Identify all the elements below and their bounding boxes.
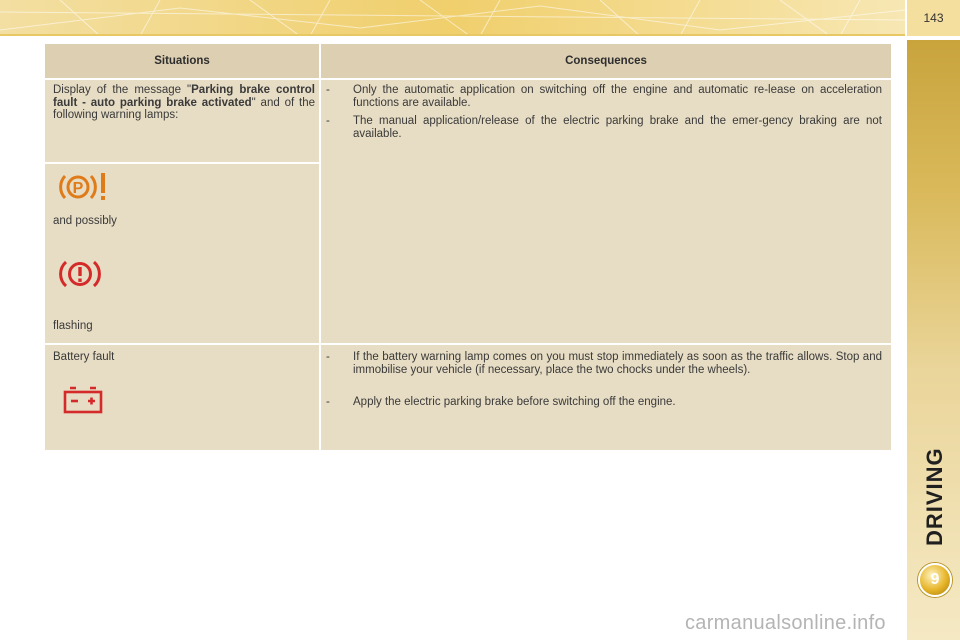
flashing-text: flashing (53, 320, 93, 332)
situation-parking-brake-fault: Display of the message "Parking brake control fault - auto parking brake activated" and of the following warning lamps: (53, 84, 316, 121)
page-number: 143 (907, 0, 960, 36)
consequence-item: - The manual application/release of the electric parking brake and the emer-gency braking are not available. (326, 115, 882, 140)
decorative-header-banner (0, 0, 905, 36)
and-possibly-text: and possibly (53, 215, 117, 227)
fault-message: Parking brake control fault - auto parking brake activated (53, 84, 316, 109)
consequence-item: - Only the automatic application on switching off the engine and automatic re-lease on acceleration functions are available. (326, 84, 882, 109)
header-situations: Situations (45, 44, 319, 78)
header-divider (45, 78, 891, 80)
chapter-sidebar (907, 40, 960, 640)
warning-situations-table (45, 44, 891, 450)
situation-subdivider (45, 162, 319, 164)
chapter-number-badge: 9 (918, 563, 952, 597)
header-consequences: Consequences (321, 44, 891, 78)
watermark: carmanualsonline.info (685, 612, 886, 634)
svg-text:P: P (72, 180, 84, 197)
parking-brake-fault-warning-icon (58, 171, 116, 203)
situation-battery-fault: Battery fault (53, 351, 115, 363)
section-title (922, 522, 948, 546)
brake-warning-icon (58, 257, 102, 291)
consequence-item: - If the battery warning lamp comes on you must stop immediately as soon as the traffic allows. Stop and immobilise your vehicle (if necessary, place the two chocks under the wheels). (326, 351, 882, 376)
consequence-item: - Apply the electric parking brake before switching off the engine. (326, 396, 676, 408)
column-divider (319, 44, 321, 450)
row-divider (45, 343, 891, 345)
battery-warning-icon (63, 386, 103, 414)
